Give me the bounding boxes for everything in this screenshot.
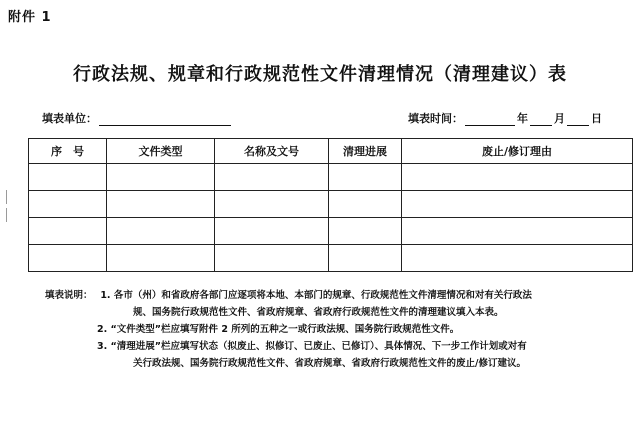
table-cell[interactable] (107, 245, 215, 272)
year-blank (465, 113, 515, 126)
day-blank (567, 113, 589, 126)
table-cell[interactable] (402, 191, 633, 218)
table-cell[interactable] (329, 245, 402, 272)
margin-marks (6, 190, 8, 240)
note-3-text: “清理进展”栏应填写状态（拟废止、拟修订、已废止、已修订）、具体情况、下一步工作计划或对有 (110, 341, 527, 352)
fill-unit-blank (99, 113, 231, 126)
table-cell[interactable] (29, 191, 107, 218)
margin-tick (6, 208, 7, 222)
table-cell[interactable] (215, 245, 329, 272)
note-1-line-2: 规、国务院行政规范性文件、省政府规章、省政府行政规范性文件的清理建议填入本表。 (133, 307, 504, 318)
notes-section (45, 287, 635, 372)
header-name-and-number: 名称及文号 (215, 139, 329, 164)
table-cell[interactable] (29, 245, 107, 272)
note-1-text: 各市（州）和省政府各部门应逐项将本地、本部门的规章、行政规范性文件清理情况和对有关行政法 (113, 290, 532, 301)
table-cell[interactable] (329, 191, 402, 218)
cleanup-table (28, 138, 633, 272)
table-cell[interactable] (107, 218, 215, 245)
table-cell[interactable] (402, 218, 633, 245)
notes-heading: 填表说明： (45, 290, 93, 301)
month-label: 月 (554, 112, 565, 125)
note-2-text: “文件类型”栏应填写附件 2 所列的五种之一或行政法规、国务院行政规范性文件。 (110, 324, 460, 335)
attachment-label: 附件 1 (8, 10, 52, 25)
table-row (29, 245, 633, 272)
table-cell[interactable] (402, 245, 633, 272)
table-row (29, 164, 633, 191)
table-cell[interactable] (215, 164, 329, 191)
table-cell[interactable] (329, 164, 402, 191)
fill-unit-label: 填表单位： (42, 112, 97, 125)
fill-time-row (408, 110, 602, 126)
note-3-line-1 (45, 338, 635, 355)
table-cell[interactable] (402, 164, 633, 191)
year-label: 年 (517, 112, 528, 125)
fill-time-label: 填表时间： (408, 112, 463, 125)
form-title: 行政法规、规章和行政规范性文件清理情况（清理建议）表 (73, 64, 567, 85)
table-cell[interactable] (29, 164, 107, 191)
month-blank (530, 113, 552, 126)
note-1-line-1 (45, 287, 635, 304)
note-1-number: 1. (100, 290, 111, 301)
table-cell[interactable] (29, 218, 107, 245)
day-label: 日 (591, 112, 602, 125)
fill-unit-row (42, 110, 233, 126)
note-3-line-2: 关行政法规、国务院行政规范性文件、省政府规章、省政府行政规范性文件的废止/修订建议。 (133, 358, 526, 369)
header-cleanup-progress: 清理进展 (329, 139, 402, 164)
note-2 (45, 321, 635, 338)
table-cell[interactable] (107, 164, 215, 191)
header-document-type: 文件类型 (107, 139, 215, 164)
table-row (29, 191, 633, 218)
table-cell[interactable] (215, 218, 329, 245)
margin-tick (6, 190, 7, 204)
header-repeal-revision-reason: 废止/修订理由 (402, 139, 633, 164)
note-3-number: 3. (97, 341, 108, 352)
table-cell[interactable] (107, 191, 215, 218)
table-header-row (29, 139, 633, 164)
note-2-number: 2. (97, 324, 108, 335)
table-cell[interactable] (329, 218, 402, 245)
table-row (29, 218, 633, 245)
table-cell[interactable] (215, 191, 329, 218)
header-serial-number: 序 号 (29, 139, 107, 164)
